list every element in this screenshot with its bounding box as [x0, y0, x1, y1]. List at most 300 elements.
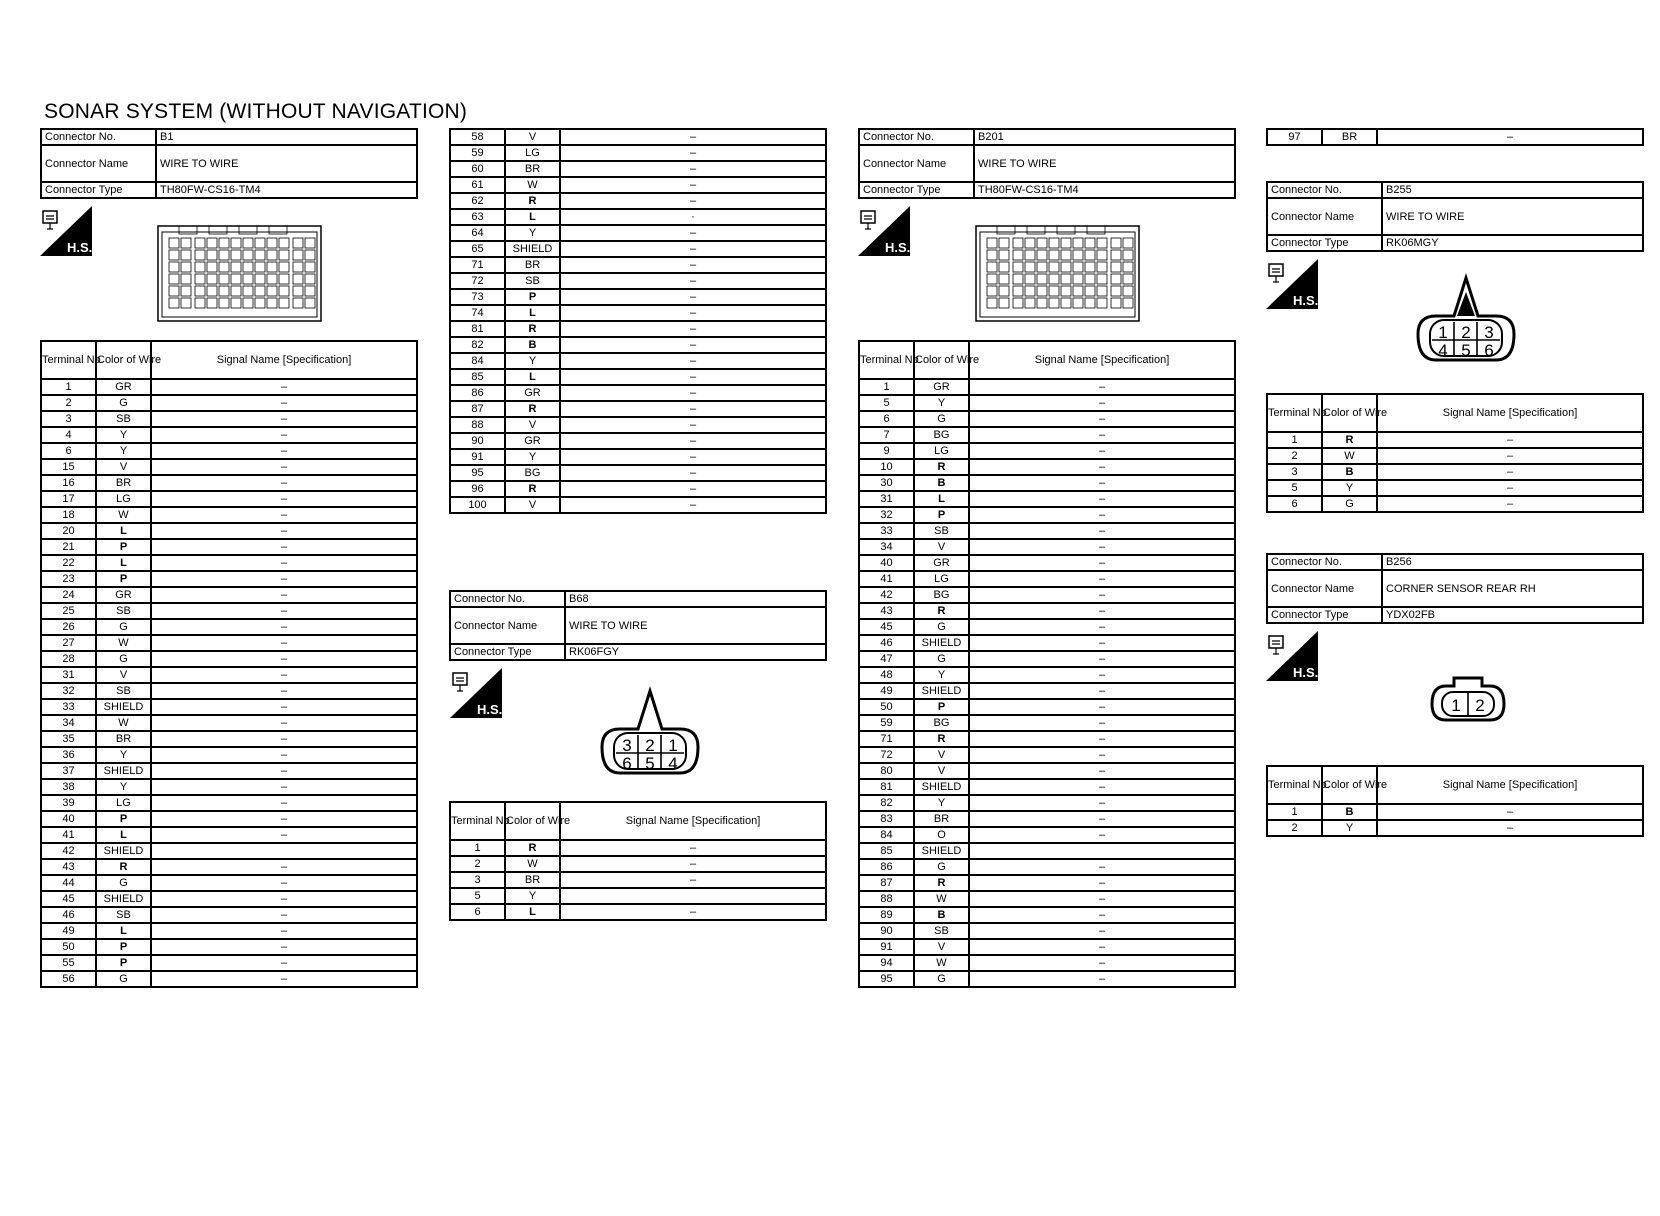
signal-name-header: Signal Name [Specification]	[1377, 766, 1643, 804]
wire-color-cell: R	[914, 603, 969, 619]
table-row	[859, 699, 1235, 715]
terminal-no-cell: 59	[859, 715, 914, 731]
signal-name-header: Signal Name [Specification]	[1377, 394, 1643, 432]
signal-name-cell: –	[560, 465, 826, 481]
terminal-no-cell: 84	[450, 353, 505, 369]
terminal-no-cell: 45	[859, 619, 914, 635]
terminal-no-cell: 1	[1267, 804, 1322, 820]
signal-name-cell: –	[560, 433, 826, 449]
signal-name-cell: –	[969, 619, 1235, 635]
pin-label: 5	[645, 754, 655, 773]
table-row	[41, 523, 417, 539]
signal-name-cell: –	[151, 459, 417, 475]
table-row	[41, 827, 417, 843]
signal-name-cell: –	[560, 353, 826, 369]
wire-color-cell: B	[914, 475, 969, 491]
signal-name-cell: –	[151, 763, 417, 779]
connector-b256-terminal-block	[1266, 765, 1644, 837]
table-row	[41, 923, 417, 939]
terminal-no-cell: 21	[41, 539, 96, 555]
terminal-no-cell: 41	[859, 571, 914, 587]
pin-label: 4	[668, 754, 678, 773]
terminal-no-cell: 40	[41, 811, 96, 827]
terminal-no-cell: 6	[1267, 496, 1322, 512]
terminal-no-cell: 83	[859, 811, 914, 827]
table-row	[859, 555, 1235, 571]
wire-color-cell: BR	[96, 475, 151, 491]
table-row	[1267, 448, 1643, 464]
table-row	[41, 651, 417, 667]
table-row	[450, 289, 826, 305]
connector-name-value: WIRE TO WIRE	[974, 145, 1235, 182]
wire-color-cell: P	[96, 811, 151, 827]
signal-name-cell: –	[560, 321, 826, 337]
table-row	[859, 667, 1235, 683]
signal-name-cell: –	[969, 747, 1235, 763]
connector-b256-info	[1266, 553, 1644, 624]
connector-type-label: Connector Type	[41, 182, 156, 198]
table-row	[1267, 804, 1643, 820]
terminal-no-cell: 64	[450, 225, 505, 241]
signal-name-cell: –	[560, 872, 826, 888]
terminal-no-cell: 1	[1267, 432, 1322, 448]
signal-name-cell: –	[151, 539, 417, 555]
terminal-no-cell: 85	[859, 843, 914, 859]
terminal-no-cell: 49	[859, 683, 914, 699]
connector-name-value: WIRE TO WIRE	[156, 145, 417, 182]
wire-color-cell: P	[96, 939, 151, 955]
wire-color-cell: G	[914, 859, 969, 875]
terminal-no-cell: 55	[41, 955, 96, 971]
terminal-no-cell: 50	[859, 699, 914, 715]
terminal-no-cell: 90	[859, 923, 914, 939]
table-row	[41, 715, 417, 731]
table-row	[41, 619, 417, 635]
terminal-no-cell: 88	[859, 891, 914, 907]
wire-color-cell: GR	[96, 587, 151, 603]
table-row	[859, 923, 1235, 939]
terminal-no-cell: 72	[450, 273, 505, 289]
wire-color-cell: SHIELD	[96, 763, 151, 779]
table-row	[859, 955, 1235, 971]
connector-b255-terminal-block	[1266, 393, 1644, 513]
wire-color-cell: BG	[914, 587, 969, 603]
wire-color-cell: Y	[96, 427, 151, 443]
signal-name-header: Signal Name [Specification]	[560, 802, 826, 840]
signal-name-cell: –	[151, 443, 417, 459]
table-row	[41, 843, 417, 859]
table-row	[1267, 820, 1643, 836]
wire-color-cell: P	[505, 289, 560, 305]
wire-color-cell: SB	[914, 923, 969, 939]
connector-b1-face-diagram	[157, 222, 322, 323]
signal-name-cell: –	[969, 891, 1235, 907]
connector-b1-info	[40, 128, 418, 199]
signal-name-cell: –	[151, 907, 417, 923]
terminal-no-cell: 38	[41, 779, 96, 795]
wire-color-cell: P	[914, 507, 969, 523]
wire-color-cell: B	[505, 337, 560, 353]
terminal-no-cell: 82	[859, 795, 914, 811]
terminal-no-cell: 16	[41, 475, 96, 491]
table-row	[41, 811, 417, 827]
table-row	[450, 840, 826, 856]
terminal-no-cell: 71	[859, 731, 914, 747]
connector-type-value: RK06FGY	[565, 644, 826, 660]
signal-name-cell: –	[151, 731, 417, 747]
terminal-no-header: Terminal No.	[1267, 394, 1322, 432]
terminal-no-cell: 2	[41, 395, 96, 411]
pin-label: 6	[622, 754, 632, 773]
page-title: SONAR SYSTEM (WITHOUT NAVIGATION)	[44, 100, 468, 123]
signal-name-cell: –	[969, 699, 1235, 715]
wire-color-cell: V	[914, 539, 969, 555]
wire-color-cell: W	[505, 177, 560, 193]
pin-label: 6	[1484, 341, 1494, 360]
wire-color-cell: Y	[96, 747, 151, 763]
table-row	[859, 939, 1235, 955]
signal-name-cell: –	[151, 875, 417, 891]
signal-name-cell: –	[151, 555, 417, 571]
terminal-no-cell: 48	[859, 667, 914, 683]
signal-name-cell: –	[560, 193, 826, 209]
wire-color-cell: SB	[96, 603, 151, 619]
wire-color-cell: V	[914, 763, 969, 779]
connector-no-value: B255	[1382, 182, 1643, 198]
signal-name-cell: –	[560, 241, 826, 257]
connector-b256-face-diagram	[1430, 676, 1506, 722]
signal-name-cell: –	[560, 497, 826, 513]
wire-color-cell: SB	[96, 683, 151, 699]
signal-name-cell: –	[969, 955, 1235, 971]
wire-color-cell: W	[914, 955, 969, 971]
wire-color-cell: BG	[914, 427, 969, 443]
signal-name-cell: –	[1377, 129, 1643, 145]
table-row	[859, 763, 1235, 779]
terminal-no-cell: 15	[41, 459, 96, 475]
table-row	[859, 779, 1235, 795]
table-row	[1267, 480, 1643, 496]
table-row	[450, 129, 826, 145]
wire-color-cell: B	[914, 907, 969, 923]
wire-color-cell: SHIELD	[914, 683, 969, 699]
connector-name-label: Connector Name	[450, 607, 565, 644]
signal-name-cell: –	[151, 523, 417, 539]
signal-name-cell: ·	[560, 209, 826, 225]
signal-name-cell: –	[969, 779, 1235, 795]
terminal-no-cell: 5	[450, 888, 505, 904]
terminal-no-cell: 42	[41, 843, 96, 859]
wire-color-cell: LG	[96, 491, 151, 507]
signal-name-cell: –	[560, 129, 826, 145]
signal-name-cell: –	[1377, 820, 1643, 836]
wire-color-cell: LG	[505, 145, 560, 161]
wire-color-cell: BR	[1322, 129, 1377, 145]
signal-name-cell: –	[151, 635, 417, 651]
color-of-wire-header: Color of Wire	[505, 802, 560, 840]
table-row	[41, 683, 417, 699]
table-row	[450, 888, 826, 904]
wire-color-cell: R	[505, 481, 560, 497]
wire-color-cell: G	[1322, 496, 1377, 512]
table-row	[41, 731, 417, 747]
terminal-no-cell: 65	[450, 241, 505, 257]
terminal-no-cell: 32	[41, 683, 96, 699]
terminal-no-cell: 2	[1267, 448, 1322, 464]
table-row	[41, 635, 417, 651]
connector-b255-terminal-table	[1266, 393, 1644, 513]
terminal-no-cell: 22	[41, 555, 96, 571]
wire-color-cell: L	[914, 491, 969, 507]
terminal-no-cell: 33	[859, 523, 914, 539]
terminal-no-cell: 89	[859, 907, 914, 923]
terminal-no-cell: 41	[41, 827, 96, 843]
terminal-no-cell: 31	[859, 491, 914, 507]
table-row	[450, 177, 826, 193]
signal-name-cell: –	[151, 715, 417, 731]
terminal-no-cell: 84	[859, 827, 914, 843]
table-row	[859, 843, 1235, 859]
terminal-no-cell: 86	[450, 385, 505, 401]
table-row	[41, 603, 417, 619]
wire-color-cell: Y	[505, 353, 560, 369]
terminal-no-cell: 90	[450, 433, 505, 449]
terminal-no-cell: 81	[450, 321, 505, 337]
table-row	[450, 449, 826, 465]
terminal-no-cell: 85	[450, 369, 505, 385]
signal-name-cell: –	[560, 289, 826, 305]
connector-b1-terminal-table	[40, 340, 418, 988]
pin-label: 2	[1475, 696, 1485, 715]
wire-color-cell: GR	[96, 379, 151, 395]
pin-label: 5	[1461, 341, 1471, 360]
connector-type-label: Connector Type	[450, 644, 565, 660]
wire-color-cell: L	[505, 209, 560, 225]
table-row	[1267, 432, 1643, 448]
terminal-no-cell: 17	[41, 491, 96, 507]
signal-name-cell: –	[151, 779, 417, 795]
terminal-no-cell: 28	[41, 651, 96, 667]
wire-color-cell: G	[96, 875, 151, 891]
terminal-no-cell: 56	[41, 971, 96, 987]
signal-name-cell: –	[151, 475, 417, 491]
table-row	[450, 417, 826, 433]
color-of-wire-header: Color of Wire	[96, 341, 151, 379]
connector-no-label: Connector No.	[450, 591, 565, 607]
signal-name-cell: –	[969, 507, 1235, 523]
table-row	[450, 481, 826, 497]
signal-name-cell: –	[969, 491, 1235, 507]
table-row	[450, 337, 826, 353]
connector-b68-terminal-table	[449, 801, 827, 921]
signal-name-cell: –	[969, 555, 1235, 571]
terminal-no-cell: 1	[859, 379, 914, 395]
terminal-no-cell: 44	[41, 875, 96, 891]
terminal-no-cell: 95	[859, 971, 914, 987]
wire-color-cell: G	[914, 619, 969, 635]
signal-name-cell	[151, 843, 417, 859]
table-row	[41, 747, 417, 763]
terminal-no-cell: 2	[450, 856, 505, 872]
connector-b68-face-diagram	[600, 685, 700, 777]
wire-color-cell: G	[914, 411, 969, 427]
connector-b68-terminal-block	[449, 801, 827, 921]
signal-name-cell: –	[560, 337, 826, 353]
table-row	[450, 193, 826, 209]
signal-name-cell: –	[969, 635, 1235, 651]
signal-name-cell: –	[560, 481, 826, 497]
table-row	[859, 571, 1235, 587]
terminal-no-cell: 74	[450, 305, 505, 321]
wire-color-cell: L	[96, 923, 151, 939]
terminal-no-cell: 73	[450, 289, 505, 305]
pin-label: 4	[1438, 341, 1448, 360]
table-row	[41, 795, 417, 811]
terminal-no-cell: 46	[41, 907, 96, 923]
table-row	[41, 667, 417, 683]
table-row	[450, 369, 826, 385]
wire-color-cell: L	[96, 555, 151, 571]
terminal-no-header: Terminal No.	[450, 802, 505, 840]
signal-name-cell: –	[969, 795, 1235, 811]
signal-name-cell: –	[560, 401, 826, 417]
signal-name-cell: –	[560, 417, 826, 433]
table-row	[450, 353, 826, 369]
terminal-no-cell: 4	[41, 427, 96, 443]
wire-color-cell: W	[1322, 448, 1377, 464]
signal-name-cell: –	[560, 225, 826, 241]
terminal-no-cell: 58	[450, 129, 505, 145]
table-row	[450, 273, 826, 289]
signal-name-header: Signal Name [Specification]	[151, 341, 417, 379]
table-row	[859, 747, 1235, 763]
color-of-wire-header: Color of Wire	[1322, 394, 1377, 432]
terminal-no-cell: 40	[859, 555, 914, 571]
connector-b1-block	[40, 128, 418, 199]
signal-name-cell: –	[151, 411, 417, 427]
table-row	[859, 395, 1235, 411]
table-row	[859, 731, 1235, 747]
signal-name-cell: –	[969, 731, 1235, 747]
terminal-no-cell: 95	[450, 465, 505, 481]
wire-color-cell: V	[914, 939, 969, 955]
terminal-no-cell: 47	[859, 651, 914, 667]
connector-b201-terminal-block	[858, 340, 1236, 988]
pin-label: 1	[1438, 323, 1448, 342]
terminal-no-cell: 87	[859, 875, 914, 891]
terminal-no-cell: 35	[41, 731, 96, 747]
table-row	[859, 683, 1235, 699]
color-of-wire-header: Color of Wire	[1322, 766, 1377, 804]
table-row	[859, 907, 1235, 923]
color-of-wire-header: Color of Wire	[914, 341, 969, 379]
terminal-no-cell: 91	[450, 449, 505, 465]
connector-b255-block	[1266, 181, 1644, 252]
table-row	[41, 427, 417, 443]
table-row	[41, 379, 417, 395]
signal-name-header: Signal Name [Specification]	[969, 341, 1235, 379]
connector-type-value: RK06MGY	[1382, 235, 1643, 251]
connector-no-label: Connector No.	[1267, 554, 1382, 570]
table-row	[450, 321, 826, 337]
signal-name-cell	[969, 843, 1235, 859]
connector-type-value: YDX02FB	[1382, 607, 1643, 623]
connector-b255-face-diagram	[1416, 272, 1516, 364]
table-row	[41, 491, 417, 507]
terminal-no-cell: 45	[41, 891, 96, 907]
wire-color-cell: R	[505, 193, 560, 209]
connector-b255-info	[1266, 181, 1644, 252]
terminal-no-cell: 6	[859, 411, 914, 427]
terminal-no-cell: 6	[450, 904, 505, 920]
terminal-no-cell: 34	[859, 539, 914, 555]
terminal-no-cell: 3	[41, 411, 96, 427]
wire-color-cell: Y	[914, 395, 969, 411]
wire-color-cell: Y	[505, 888, 560, 904]
table-row	[859, 427, 1235, 443]
wire-color-cell: SHIELD	[96, 891, 151, 907]
signal-name-cell: –	[1377, 448, 1643, 464]
table-row	[41, 763, 417, 779]
wire-color-cell: V	[505, 417, 560, 433]
signal-name-cell: –	[969, 539, 1235, 555]
table-row	[450, 465, 826, 481]
table-row	[450, 305, 826, 321]
wire-color-cell: BR	[505, 161, 560, 177]
signal-name-cell: –	[969, 587, 1235, 603]
wire-color-cell: Y	[505, 449, 560, 465]
terminal-no-cell: 20	[41, 523, 96, 539]
wire-color-cell: R	[914, 875, 969, 891]
terminal-no-cell: 96	[450, 481, 505, 497]
table-row	[41, 859, 417, 875]
table-row	[450, 856, 826, 872]
pin-label: 1	[668, 736, 678, 755]
table-row	[859, 491, 1235, 507]
terminal-no-cell: 23	[41, 571, 96, 587]
terminal-no-cell: 31	[41, 667, 96, 683]
terminal-no-cell: 42	[859, 587, 914, 603]
wire-color-cell: BR	[914, 811, 969, 827]
table-row	[41, 971, 417, 987]
terminal-no-cell: 5	[1267, 480, 1322, 496]
terminal-no-cell: 10	[859, 459, 914, 475]
connector-name-value: WIRE TO WIRE	[1382, 198, 1643, 235]
connector-b201-terminal-table-continued	[1266, 128, 1644, 146]
wire-color-cell: Y	[96, 443, 151, 459]
wire-color-cell: L	[505, 369, 560, 385]
signal-name-cell: –	[969, 379, 1235, 395]
signal-name-cell: –	[969, 875, 1235, 891]
connector-type-value: TH80FW-CS16-TM4	[974, 182, 1235, 198]
connector-b201-terminal-table	[858, 340, 1236, 988]
wire-color-cell: R	[914, 731, 969, 747]
signal-name-cell: –	[969, 907, 1235, 923]
wire-color-cell: V	[505, 129, 560, 145]
signal-name-cell: –	[151, 747, 417, 763]
table-row	[41, 571, 417, 587]
harness-side-icon	[1266, 259, 1318, 309]
harness-side-icon	[40, 206, 92, 256]
wire-color-cell: SHIELD	[914, 779, 969, 795]
table-row	[41, 955, 417, 971]
wire-color-cell: L	[505, 904, 560, 920]
table-row	[41, 907, 417, 923]
signal-name-cell: –	[560, 177, 826, 193]
wire-color-cell: G	[96, 619, 151, 635]
pin-label: 1	[1451, 696, 1461, 715]
signal-name-cell: –	[969, 763, 1235, 779]
